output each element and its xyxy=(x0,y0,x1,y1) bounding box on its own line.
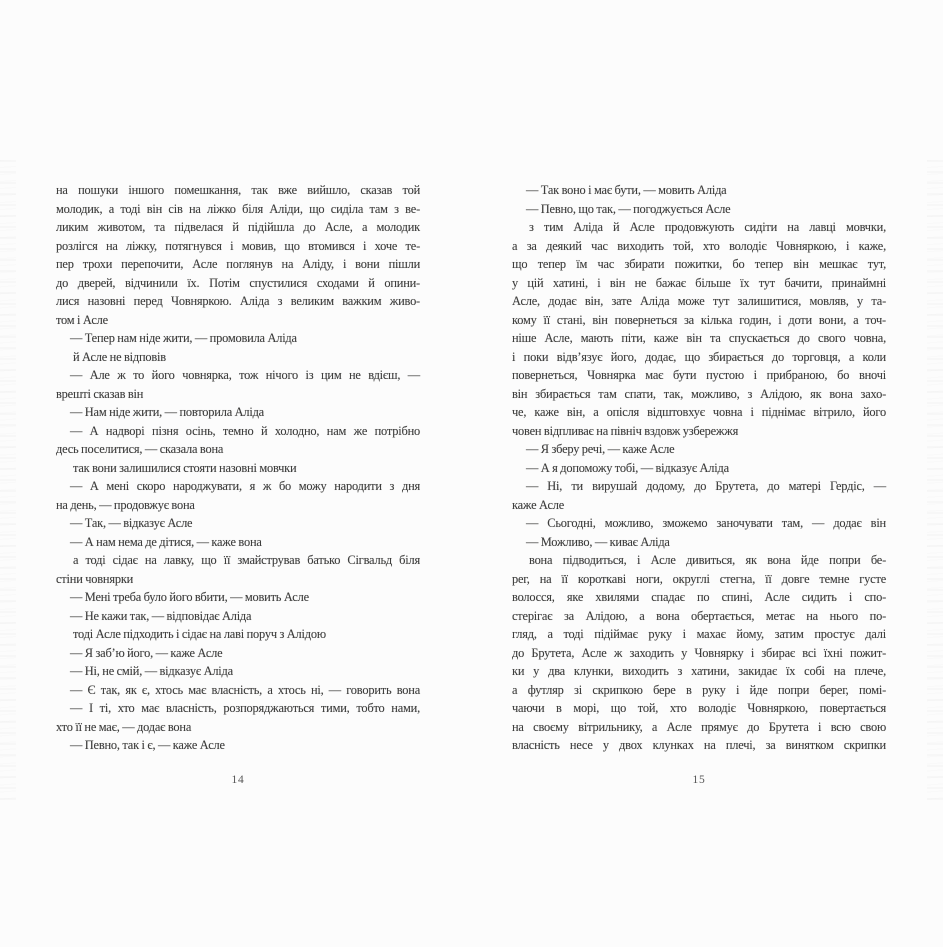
text-line: че, каже він, а опісля відштовхує човна і піднімає вітрило, його xyxy=(512,405,886,419)
text-line: на пошуки іншого помешкання, так вже вийшло, сказав той xyxy=(56,183,420,197)
text-line: на день, — продовжує вона xyxy=(56,497,195,512)
text-line: ки у два клунки, виходить з хатини, закидає їх собі на плече, xyxy=(512,664,886,678)
text-line: — Можливо, — киває Аліда xyxy=(526,534,670,549)
text-line: чаючи в морі, що той, хто володіє Човняркою, повертається xyxy=(512,701,886,715)
text-line: ликим животом, та підвелася й підійшла до Асле, а молодик xyxy=(56,220,420,234)
text-line: лися назовні перед Човняркою. Аліда з великим важким живо- xyxy=(56,294,420,308)
text-line: до Брутета, Асле ж заходить у Човнярку і збирає всі їхні пожит- xyxy=(512,645,886,660)
text-line: хто її не має, — додає вона xyxy=(56,719,192,734)
text-line: що тепер їм час збирати пожитки, бо тепер він мешкає тут, xyxy=(512,257,886,271)
text-line: до дверей, відчинили їх. Потім спустилися сходами й опини- xyxy=(56,275,420,290)
text-line: — Певно, що так, — погоджується Асле xyxy=(526,201,731,216)
page-edge-right-texture xyxy=(927,160,943,800)
text-line: — Мені треба було його вбити, — мовить Асле xyxy=(70,590,309,604)
text-line: — Так, — відказує Асле xyxy=(70,516,193,530)
text-line: волосся, яке хвилями спадає по спині, Асле сидить і спо- xyxy=(512,590,886,604)
text-line: — Певно, так і є, — каже Асле xyxy=(70,738,225,752)
text-line: у цій хатині, і він не бажає більше їх тут бачити, принаймні xyxy=(512,275,886,290)
text-line: Асле, додає він, зате Аліда може тут залишитися, мовляв, у та- xyxy=(512,294,886,308)
text-line: з тим Аліда й Асле продовжують сидіти на лавці мовчки, xyxy=(529,220,886,234)
text-line: — Ні, не смій, — відказує Аліда xyxy=(70,664,233,678)
text-line: — Я забʼю його, — каже Асле xyxy=(70,645,223,660)
text-line: а тоді сідає на лавку, що її змайстрував батько Сігвальд біля xyxy=(73,553,420,567)
text-line: гляд, а тоді підіймає руку і махає йому, затим простує далі xyxy=(512,627,886,641)
text-line: він збирається там спати, так, можливо, з Алідою, як вона захо- xyxy=(512,386,886,401)
text-line: — Але ж то його човнярка, тож нічого із цим не вдієш, — xyxy=(70,368,420,382)
text-line: рег, на її короткаві ноги, округлі стегна, її довге темне густе xyxy=(512,571,886,586)
text-line: власність несе у двох клунках на плечі, за винятком скрипки xyxy=(512,738,886,752)
text-line: — А нам нема де дітися, — каже вона xyxy=(70,534,262,549)
text-line: й Асле не відповів xyxy=(73,349,166,364)
text-line: — Так воно і має бути, — мовить Аліда xyxy=(526,183,727,197)
text-line: на своєму вітрильнику, а Асле прямує до Брутета і всю свою xyxy=(512,719,886,734)
text-line: молодик, а тоді він сів на ліжко біля Аліди, що сиділа там з ве- xyxy=(56,201,420,216)
text-line: — А мені скоро народжувати, я ж бо можу народити з дня xyxy=(70,479,420,493)
right-page-number: 15 xyxy=(692,774,706,786)
text-line: ніше Асле, мають піти, каже він та спускається до свого човна, xyxy=(512,331,886,345)
text-line: — Нам ніде жити, — повторила Аліда xyxy=(70,405,264,419)
text-line: — Я зберу речі, — каже Асле xyxy=(526,442,675,456)
page-edge-left-texture xyxy=(0,160,16,800)
right-page-text xyxy=(512,181,886,755)
text-line: розлігся на ліжку, потягнувся і мовив, що втомився і хоче те- xyxy=(56,238,420,253)
text-line: пер трохи перепочити, Асле поглянув на Аліду, і вони пішли xyxy=(56,257,420,271)
text-line: так вони залишилися стояти назовні мовчки xyxy=(73,460,297,475)
text-line: врешті сказав він xyxy=(56,386,144,401)
text-line: кому її стані, він повернеться за кілька годин, і доти вони, а точ- xyxy=(512,312,886,327)
text-line: — А я допоможу тобі, — відказує Аліда xyxy=(526,460,729,475)
left-page-number: 14 xyxy=(231,774,245,786)
text-line: вона підводиться, і Асле дивиться, як вона йде попри бе- xyxy=(529,553,886,567)
text-line: том і Асле xyxy=(56,312,108,327)
text-line: — Тепер нам ніде жити, — промовила Аліда xyxy=(70,331,297,345)
text-line: тоді Асле підходить і сідає на лаві поруч з Алідою xyxy=(73,627,326,641)
text-line: каже Асле xyxy=(512,497,565,512)
text-line: а футляр зі скрипкою бере в руку і йде попри берег, помі- xyxy=(512,682,886,697)
text-line: човен відпливає на північ вздовж узбережжя xyxy=(512,423,739,438)
text-line: а за деякий час виходить той, хто володіє Човняркою, і каже, xyxy=(512,238,886,253)
text-line: — Є так, як є, хтось має власність, а хтось ні, — говорить вона xyxy=(70,682,420,697)
text-line: — І ті, хто має власність, розпоряджаються тими, тобто нами, xyxy=(70,701,420,715)
text-line: — Не кажи так, — відповідає Аліда xyxy=(70,608,252,623)
left-page-text xyxy=(56,181,420,755)
text-line: — А надворі пізня осінь, темно й холодно, нам же потрібно xyxy=(70,423,420,438)
text-line: десь поселитися, — сказала вона xyxy=(56,442,224,456)
text-line: стерігає за Алідою, а вона обертається, метає на нього по- xyxy=(512,608,886,623)
text-line: і поки відвʼязує його, додає, що збирається до торговця, а коли xyxy=(512,349,886,364)
text-line: повернеться, Човнярка має бути пустою і прибраною, бо вночі xyxy=(512,368,886,382)
text-line: — Сьогодні, можливо, зможемо заночувати там, — додає він xyxy=(526,516,886,530)
text-line: — Ні, ти вирушай додому, до Брутета, до матері Гердіс, — xyxy=(526,479,886,493)
text-line: стіни човнярки xyxy=(56,571,134,586)
